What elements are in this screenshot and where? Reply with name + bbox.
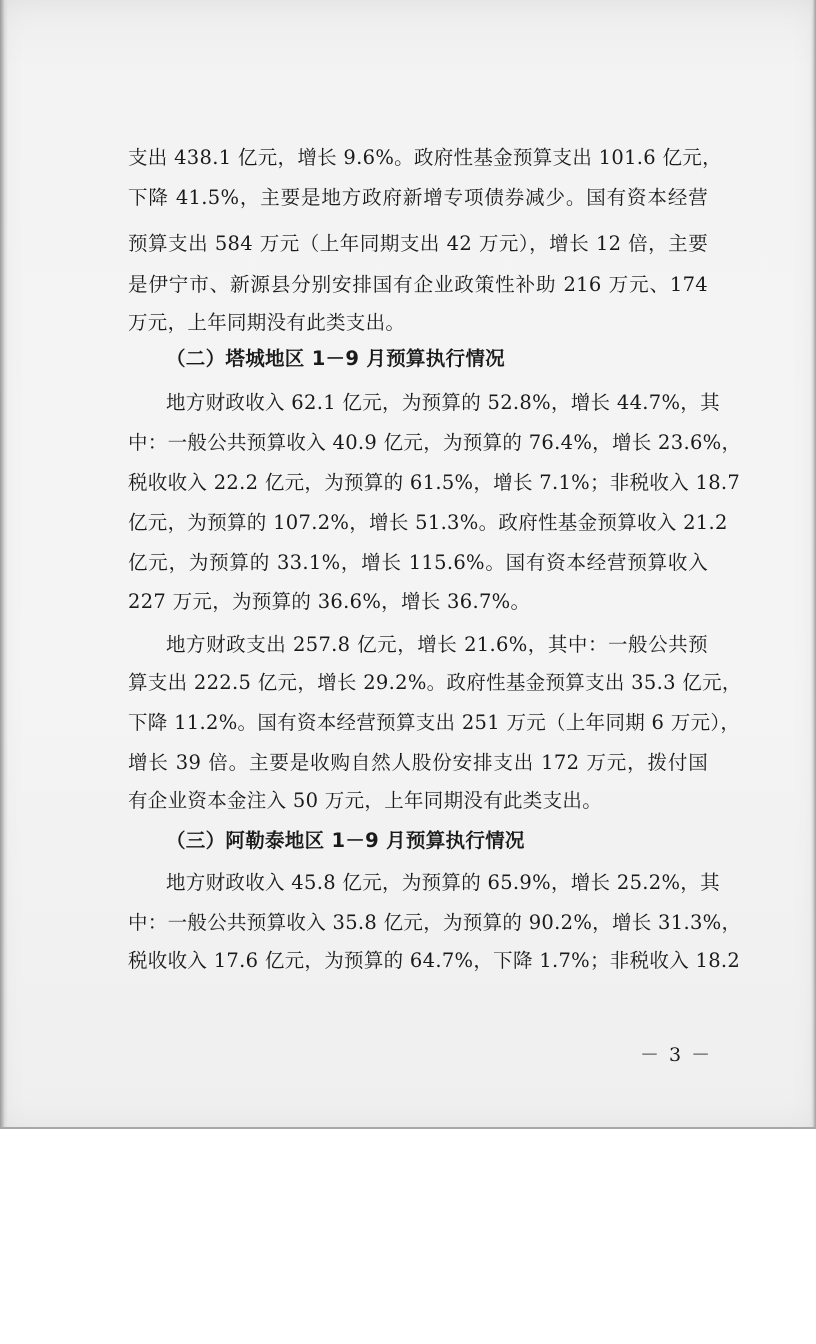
paragraph-first-line: 地方财政收入 45.8 亿元，为预算的 65.9%，增长 25.2%，其 — [166, 871, 720, 894]
text-line: 中：一般公共预算收入 40.9 亿元，为预算的 76.4%，增长 23.6%， — [128, 431, 742, 454]
text-line: 增长 39 倍。主要是收购自然人股份安排支出 172 万元，拨付国 — [128, 751, 708, 774]
text-line: 亿元，为预算的 107.2%，增长 51.3%。政府性基金预算收入 21.2 — [128, 511, 728, 534]
text-line: 税收收入 17.6 亿元，为预算的 64.7%，下降 1.7%；非税收入 18.2 — [128, 949, 741, 972]
text-line: 中：一般公共预算收入 35.8 亿元，为预算的 90.2%，增长 31.3%， — [128, 911, 742, 934]
page-number: － 3 － — [640, 1044, 713, 1066]
paragraph-first-line: 地方财政收入 62.1 亿元，为预算的 52.8%，增长 44.7%，其 — [166, 391, 720, 414]
text-line: 税收收入 22.2 亿元，为预算的 61.5%，增长 7.1%；非税收入 18.7 — [128, 471, 741, 494]
text-line: 是伊宁市、新源县分别安排国有企业政策性补助 216 万元、174 — [128, 273, 708, 296]
text-line: 亿元，为预算的 33.1%，增长 115.6%。国有资本经营预算收入 — [128, 551, 708, 574]
text-line: 下降 41.5%，主要是地方政府新增专项债券减少。国有资本经营 — [128, 186, 708, 209]
text-line: 有企业资本金注入 50 万元，上年同期没有此类支出。 — [128, 789, 603, 812]
text-line: 下降 11.2%。国有资本经营预算支出 251 万元（上年同期 6 万元）， — [128, 711, 741, 734]
text-line: 支出 438.1 亿元，增长 9.6%。政府性基金预算支出 101.6 亿元， — [128, 146, 722, 169]
page-right-edge — [810, 0, 816, 1127]
section-heading: （三）阿勒泰地区 1－9 月预算执行情况 — [166, 829, 525, 852]
section-heading: （二）塔城地区 1－9 月预算执行情况 — [166, 347, 505, 370]
text-line: 万元，上年同期没有此类支出。 — [128, 311, 406, 334]
text-line: 227 万元，为预算的 36.6%，增长 36.7%。 — [128, 590, 531, 613]
text-line: 算支出 222.5 亿元，增长 29.2%。政府性基金预算支出 35.3 亿元， — [128, 671, 742, 694]
paragraph-first-line: 地方财政支出 257.8 亿元，增长 21.6%，其中：一般公共预 — [166, 633, 708, 656]
page-left-edge — [0, 0, 8, 1127]
text-line: 预算支出 584 万元（上年同期支出 42 万元），增长 12 倍，主要 — [128, 232, 708, 255]
